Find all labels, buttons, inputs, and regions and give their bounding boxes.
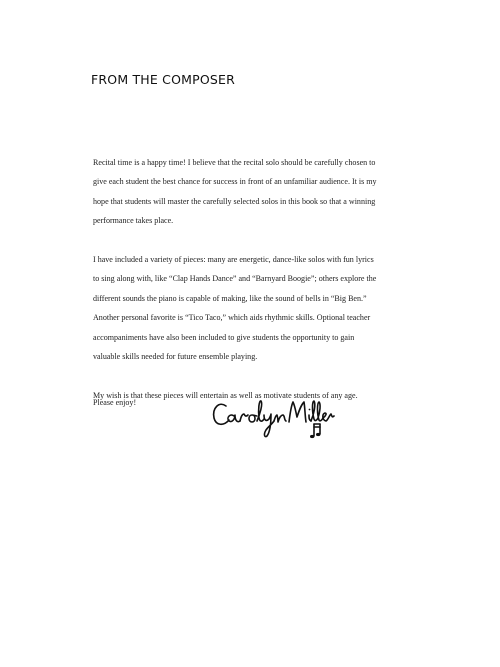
text-line: accompaniments have also been included to give students the opportunity to gain	[93, 332, 355, 342]
signature-stroke-m	[289, 402, 306, 422]
text-line: My wish is that these pieces will entertain as well as motivate students of any age.	[93, 390, 358, 400]
signature-stroke-l	[257, 401, 264, 421]
signature-stroke-o	[249, 415, 257, 422]
handwritten-signature	[210, 392, 335, 444]
text-line: I have included a variety of pieces: many are energetic, dance-like solos with fun lyrics	[93, 255, 374, 265]
text-line: hope that students will master the carefully selected solos in this book so that a winning	[93, 196, 376, 206]
signature-stroke-y	[264, 414, 274, 437]
text-line: give each student the best chance for success in front of an unfamiliar audience. It is my	[93, 177, 377, 187]
text-line: different sounds the piano is capable of making, like the sound of bells in “Big Ben.”	[93, 293, 367, 303]
closing-line: Please enjoy!	[93, 398, 137, 407]
text-line: Recital time is a happy time! I believe that the recital solo should be carefully chosen to	[93, 158, 376, 167]
text-line: performance takes place.	[93, 216, 174, 226]
signature-stroke-ll	[311, 401, 323, 421]
music-note-signature-icon	[310, 424, 320, 438]
signature-stroke-a	[228, 415, 240, 422]
text-line: valuable skills needed for future ensemble playing.	[93, 352, 258, 362]
text-line: Another personal favorite is “Tico Taco,” which aids rhythmic skills. Optional teacher	[93, 313, 371, 323]
signature-stroke-n	[274, 415, 286, 422]
signature-stroke-er	[323, 413, 334, 421]
paragraph-pieces	[93, 250, 415, 366]
paragraph-intro	[93, 153, 415, 231]
page-title: FROM THE COMPOSER	[91, 72, 236, 87]
signature-stroke-c	[214, 404, 229, 424]
signature-i-dot	[309, 409, 311, 411]
signature-stroke-r	[240, 414, 248, 421]
composer-letter-body	[93, 153, 415, 425]
text-line: to sing along with, like “Clap Hands Dance” and “Barnyard Boogie”; others explore the	[93, 274, 377, 284]
